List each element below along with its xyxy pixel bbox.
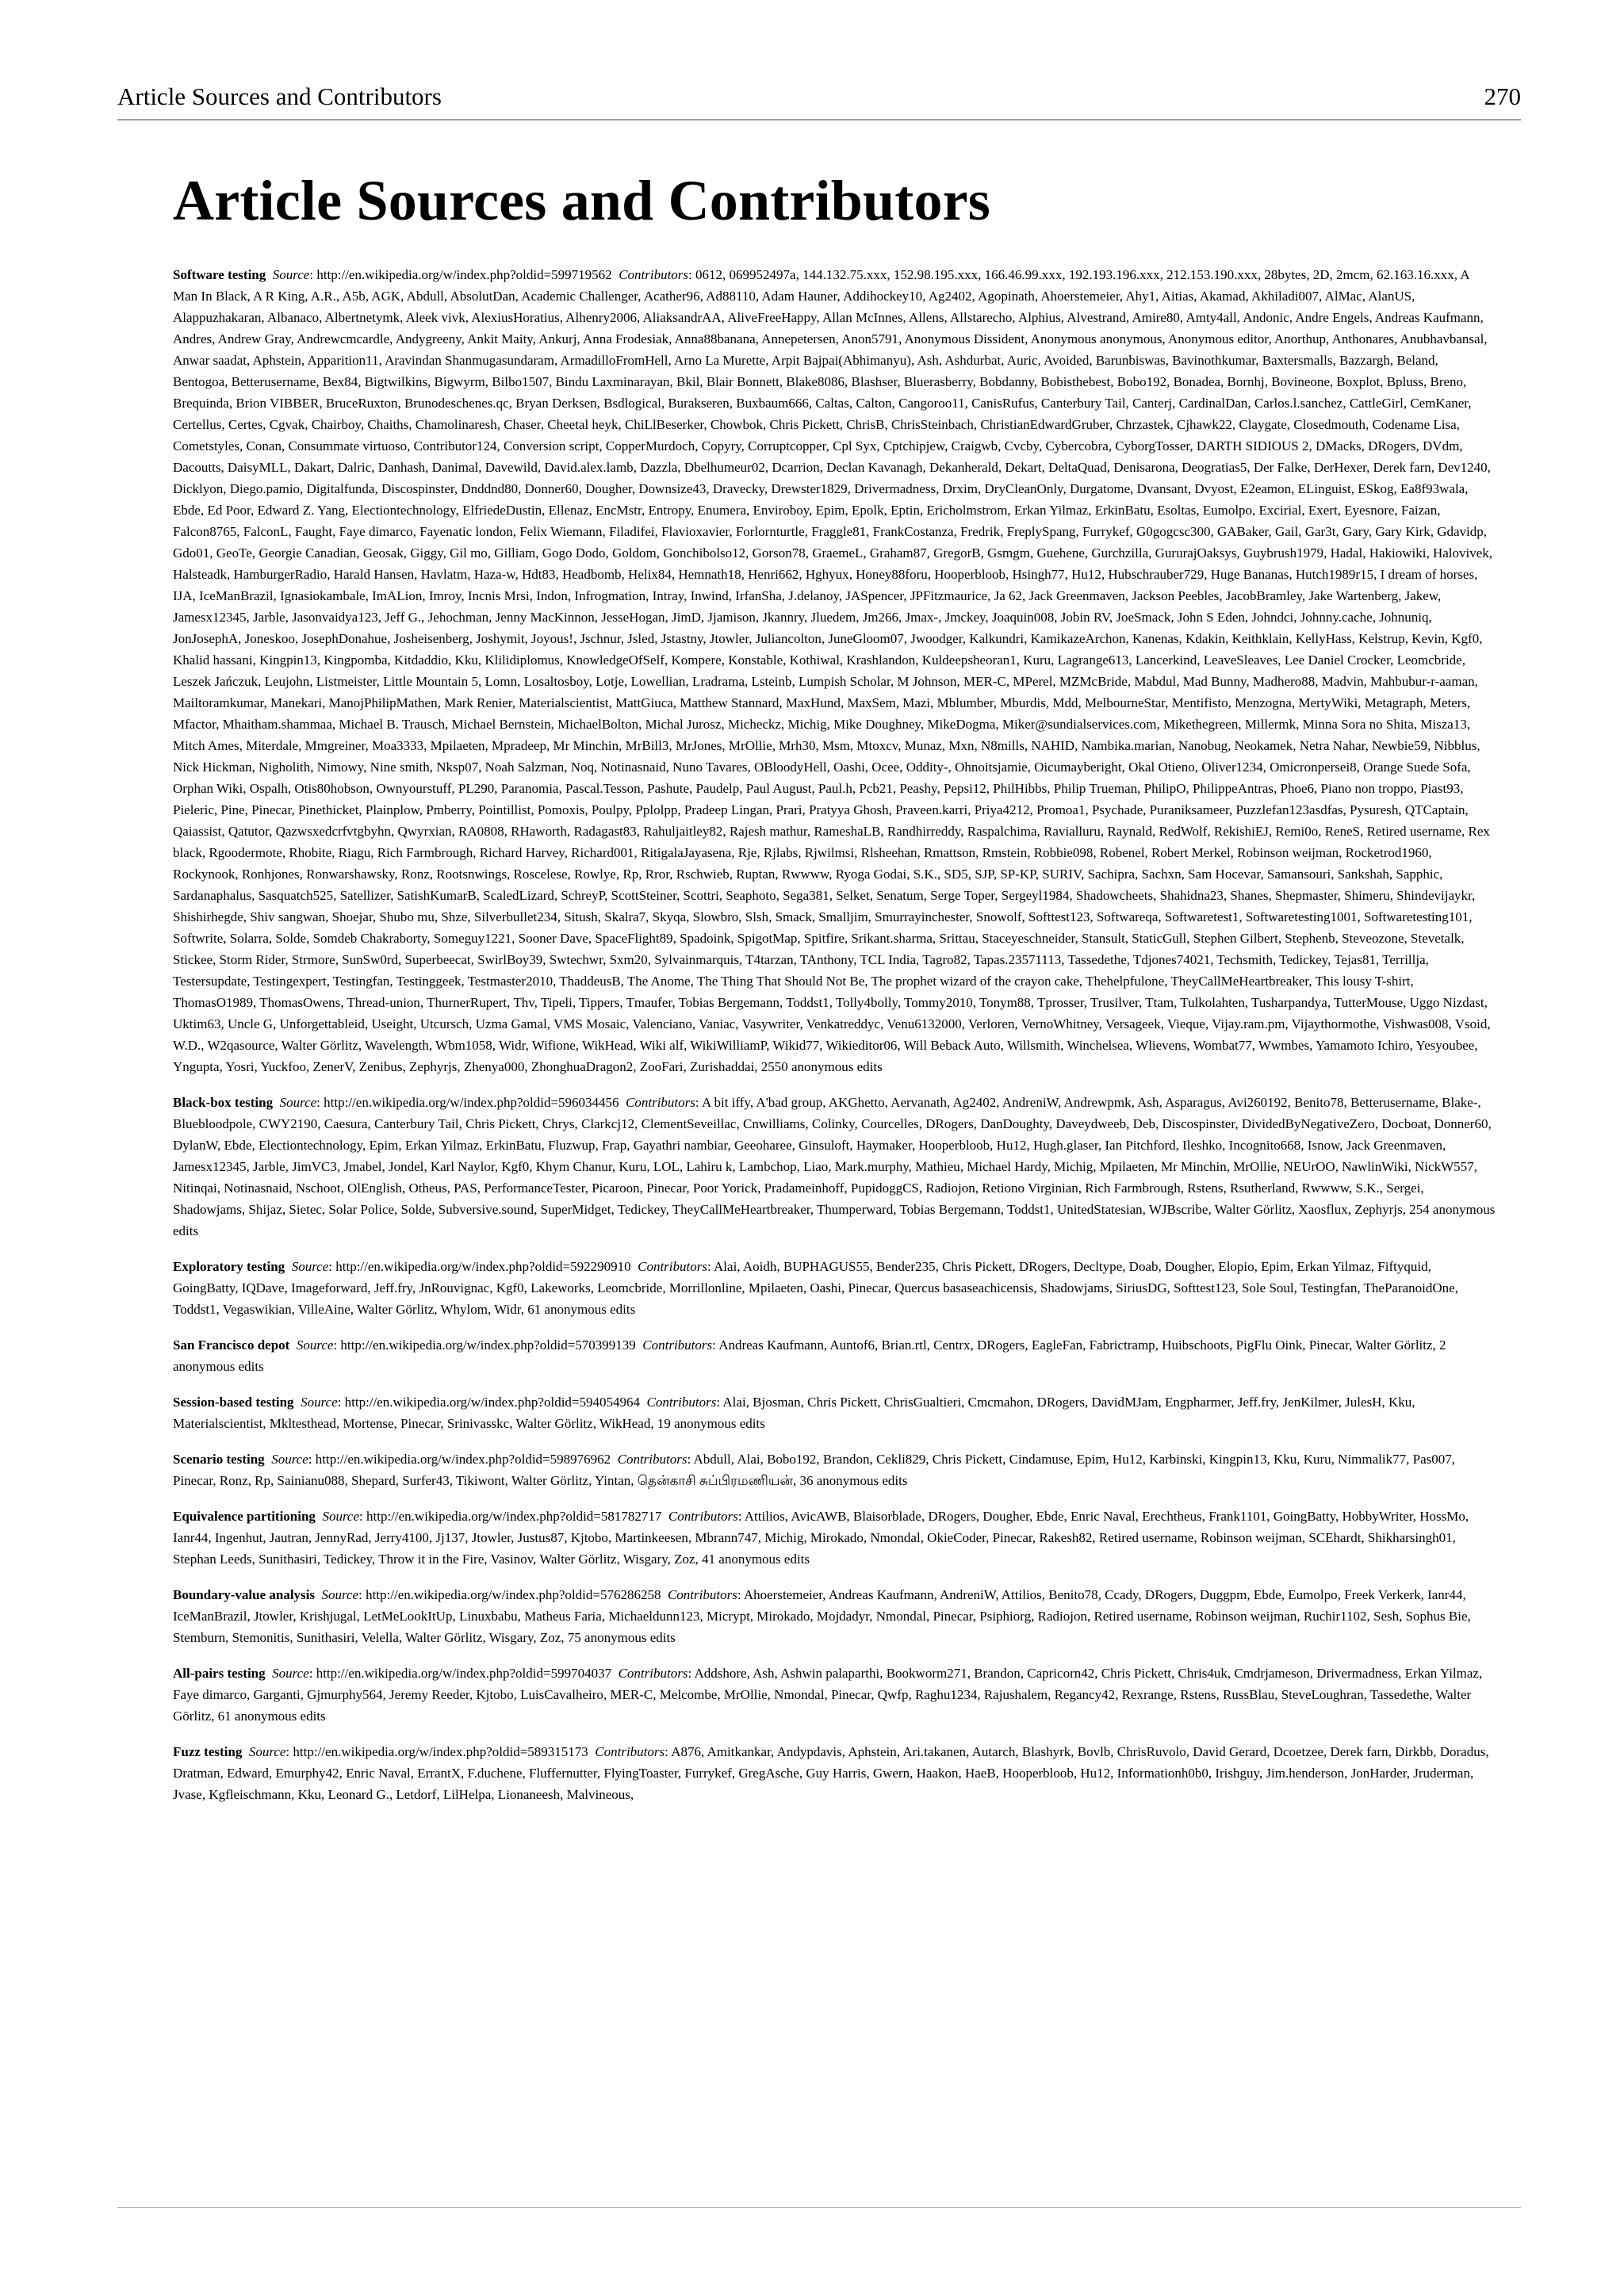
- contributors-list: Alai, Bjosman, Chris Pickett, ChrisGualtieri, Cmcmahon, DRogers, DavidMJam, Engpharmer, Jeff.fry, JenKilmer, JulesH, Kku, Materialscientist, Mkltesthead, Mortense, Pinecar, Srinivasskc, Walter Görlitz, WikHead, 19 anonymous edits: [173, 1395, 1415, 1431]
- entry-title: San Francisco depot: [173, 1337, 290, 1353]
- source-url[interactable]: http://en.wikipedia.org/w/index.php?oldid=599704037: [316, 1666, 612, 1681]
- contributors-label: Contributors: [642, 1337, 713, 1353]
- article-entry: All-pairs testing Source: http://en.wikipedia.org/w/index.php?oldid=599704037 Contributors: Addshore, Ash, Ashwin palaparthi, Bookworm271, Brandon, Capricorn42, Chris Pickett, Chris4uk, Cmdrjameson, Drivermadness, Erkan Yilmaz, Faye dimarco, Garganti, Gjmurphy564, Jeremy Reeder, Kjtobo, LuisCavalheiro, MER-C, Melcombe, MrOllie, Nmondal, Pinecar, Qwfp, Raghu1234, Rajushalem, Regancy42, Rexrange, Rstens, RussBlau, SteveLoughran, Tassedethe, Walter Görlitz, 61 anonymous edits: [173, 1666, 1483, 1724]
- article-entry: Scenario testing Source: http://en.wikipedia.org/w/index.php?oldid=598976962 Contributors: Abdull, Alai, Bobo192, Brandon, Cekli829, Chris Pickett, Cindamuse, Epim, Hu12, Karbinski, Kingpin13, Kku, Kuru, Nimmalik77, Pas007, Pinecar, Ronz, Rp, Sainianu088, Shepard, Surfer43, Tikiwont, Walter Görlitz, Yintan, தென்காசி சுப்பிரமணியன், 36 anonymous edits: [173, 1452, 1455, 1488]
- contributors-list: A bit iffy, A'bad group, AKGhetto, Aervanath, Ag2402, AndreniW, Andrewpmk, Ash, Asparagus, Avi260192, Benito78, Betterusername, Blake-, Bluebloodpole, CWY2190, Caesura, Canterbury Tail, Chris Pickett, Chrys, Clarkcj12, ClementSeveillac, Cnwilliams, Colinky, Courcelles, DRogers, DanDoughty, Daveydweeb, Deb, Discospinster, DividedByNegativeZero, Docboat, Donner60, DylanW, Ebde, Electiontechnology, Epim, Erkan Yilmaz, ErkinBatu, Fluzwup, Frap, Gayathri nambiar, Geeoharee, Ginsuloft, Haymaker, Hooperbloob, Hu12, Hugh.glaser, Ian Pitchford, Ileshko, Incognito668, Isnow, Jack Greenmaven, Jamesx12345, Jarble, JimVC3, Jmabel, Jondel, Karl Naylor, Kgf0, Khym Chanur, Kuru, LOL, Lahiru k, Lambchop, Liao, Mark.murphy, Mathieu, Michael Hardy, Michig, Mpilaeten, Mr Minchin, MrOllie, NEUrOO, NawlinWiki, NickW557, Nitinqai, Notinasnaid, Nschoot, OlEnglish, Otheus, PAS, PerformanceTester, Picaroon, Pinecar, Poor Yorick, Pradameinhoff, PupidoggCS, Radiojon, Retiono Virginian, Rich Farmbrough, Rstens, Rsutherland, Rwwww, S.K., Sergei, Shadowjams, Shijaz, Sietec, Solar Police, Solde, Subversive.sound, SuperMidget, Tedickey, TheyCallMeHeartbreaker, Thumperward, Tobias Bergemann, Toddst1, UnitedStatesian, WJBscribe, Walter Görlitz, Xaosflux, Zephyrjs, 254 anonymous edits: [173, 1095, 1496, 1238]
- article-entry: Software testing Source: http://en.wikipedia.org/w/index.php?oldid=599719562 Contributors: 0612, 069952497a, 144.132.75.xxx, 152.98.195.xxx, 166.46.99.xxx, 192.193.196.xxx, 212.153.190.xxx, 28bytes, 2D, 2mcm, 62.163.16.xxx, A Man In Black, A R King, A.R., A5b, AGK, Abdull, AbsolutDan, Academic Challenger, Acather96, Ad88110, Adam Hauner, Addihockey10, Ag2402, Agopinath, Ahoerstemeier, Ahy1, Aitias, Akamad, Akhiladi007, AlMac, AlanUS, Alappuzhakaran, Albanaco, Albertnetymk, Aleek vivk, AlexiusHoratius, Alhenry2006, AliaksandrAA, AliveFreeHappy, Allan McInnes, Allens, Allstarecho, Alphius, Alvestrand, Amire80, Amty4all, Andonic, Andre Engels, Andreas Kaufmann, Andres, Andrew Gray, Andrewcmcardle, Andygreeny, Ankit Maity, Ankurj, Anna Frodesiak, Anna88banana, Annepetersen, Anon5791, Anonymous Dissident, Anonymous anonymous, Anonymous editor, Anorthup, Anthonares, Anubhavbansal, Anwar saadat, Aphstein, Apparition11, Aravindan Shanmugasundaram, ArmadilloFromHell, Arno La Murette, Arpit Bajpai(Abhimanyu), Ash, Ashdurbat, Auric, Avoided, Barunbiswas, Bavinothkumar, Baxtersmalls, Bazzargh, Beland, Bentogoa, Betterusername, Bex84, Bigtwilkins, Bigwyrm, Bilbo1507, Bindu Laxminarayan, Bkil, Blair Bonnett, Blake8086, Blashser, Bluerasberry, Bobdanny, Bobisthebest, Bobo192, Bonadea, Bornhj, Bovineone, Boxplot, Bpluss, Breno, Brequinda, Brion VIBBER, BruceRuxton, Brunodeschenes.qc, Bryan Derksen, Bsdlogical, Burakseren, Buxbaum666, Caltas, Calton, Cangoroo11, CanisRufus, Canterbury Tail, Canterj, CardinalDan, Carlos.l.sanchez, CattleGirl, CemKaner, Certellus, Certes, Cgvak, Chairboy, Chaiths, Chamolinaresh, Chaser, Cheetal heyk, ChiLlBeserker, Chowbok, Chris Pickett, ChrisB, ChrisSteinbach, ChristianEdwardGruber, Chrzastek, Cjhawk22, Claygate, Closedmouth, Codename Lisa, Cometstyles, Conan, Consummate virtuoso, Contributor124, Conversion script, CopperMurdoch, Copyry, Corruptcopper, Cpl Syx, Cptchipjew, Craigwb, Cvcby, Cybercobra, CyborgTosser, DARTH SIDIOUS 2, DMacks, DRogers, DVdm, Dacoutts, DaisyMLL, Dakart, Dalric, Danhash, Danimal, Davewild, David.alex.lamb, Dazzla, Dbelhumeur02, Dcarrion, Declan Kavanagh, Dekanherald, Dekart, DeltaQuad, Denisarona, Deogratias5, Der Falke, DerHexer, Derek farn, Dev1240, Dicklyon, Diego.pamio, Digitalfunda, Discospinster, Dnddnd80, Donner60, Dougher, Downsize43, Dravecky, Drewster1829, Drivermadness, Drxim, DryCleanOnly, Durgatome, Dvansant, Dvyost, E2eamon, ELinguist, ESkog, Ea8f93wala, Ebde, Ed Poor, Edward Z. Yang, Electiontechnology, ElfriedeDustin, Ellenaz, EncMstr, Entropy, Enumera, Enviroboy, Epim, Epolk, Eptin, Ericholmstrom, Erkan Yilmaz, ErkinBatu, Esoltas, Eumolpo, Excirial, Exert, Eyesnore, Faizan, Falcon8765, FalconL, Faught, Faye dimarco, Fayenatic london, Felix Wiemann, Filadifei, Flavioxavier, Forlornturtle, Fraggle81, FrankCostanza, Fredrik, FreplySpang, Furrykef, G0gogcsc300, GABaker, Gail, Gar3t, Gary, Gary Kirk, Gdavidp, Gdo01, GeoTe, Georgie Canadian, Geosak, Giggy, Gil mo, Gilliam, Gogo Dodo, Goldom, Gonchibolso12, Gorson78, GraemeL, Graham87, GregorB, Gsmgm, Guehene, Gurchzilla, GururajOaksys, Guybrush1979, Hadal, Hakiowiki, Halovivek, Halsteadk, HamburgerRadio, Harald Hansen, Havlatm, Haza-w, Hdt83, Headbomb, Helix84, Hemnath18, Henri662, Hghyux, Honey88foru, Hooperbloob, Hsingh77, Hu12, Hubschrauber729, Huge Bananas, Hutch1989r15, I dream of horses, IJA, IceManBrazil, Ignasiokambale, ImALion, Imroy, Incnis Mrsi, Indon, Infrogmation, Intray, Inwind, IrfanSha, J.delanoy, JASpencer, JPFitzmaurice, Ja 62, Jack Greenmaven, Jackson Peebles, JacobBramley, Jake Wartenberg, Jakew, Jamesx12345, Jarble, Jasonvaidya123, Jeff G., Jehochman, Jenny MacKinnon, JesseHogan, JimD, Jjamison, Jkannry, Jluedem, Jm266, Jmax-, Jmckey, Joaquin008, Jobin RV, JoeSmack, John S Eden, Johndci, Johnny.cache, Johnuniq, JonJosephA, Joneskoo, JosephDonahue, Josheisenberg, Joshymit, Joyous!, Jschnur, Jsled, Jstastny, Jtowler, Juliancolton, JuneGloom07, Jwoodger, Kalkundri, KamikazeArchon, Kanenas, Kdakin, Keithklain, KellyHass, Kelstrup, Kevin, Kgf0, Khalid hassani, Kingpin13, Kingpomba, Kitdaddio, Kku, Klilidiplomus, KnowledgeOfSelf, Kompere, Konstable, Kothiwal, Krashlandon, Kuldeepsheoran1, Kuru, Lagrange613, Lancerkind, LeaveSleaves, Lee Daniel Crocker, Leomcbride, Leszek Jańczuk, Leujohn, Listmeister, Little Mountain 5, Lomn, Losaltosboy, Lotje, Lowellian, Lradrama, Lsteinb, Lumpish Scholar, M Johnson, MER-C, MPerel, MZMcBride, Mabdul, Mad Bunny, Madhero88, Madvin, Mahbubur-r-aaman, Mailtoramkumar, Manekari, ManojPhilipMathen, Mark Renier, Materialscientist, MattGiuca, Matthew Stannard, MaxHund, MaxSem, Mazi, Mblumber, Mburdis, Mdd, MelbourneStar, Mentifisto, Menzogna, MertyWiki, Metagraph, Meters, Mfactor, Mhaitham.shammaa, Michael B. Trausch, Michael Bernstein, MichaelBolton, Michal Jurosz, Micheckz, Michig, Mike Doughney, MikeDogma, Miker@sundialservices.com, Mikethegreen, Millermk, Minna Sora no Shita, Misza13, Mitch Ames, Miterdale, Mmgreiner, Moa3333, Mpilaeten, Mpradeep, Mr Minchin, MrBill3, MrJones, MrOllie, Mrh30, Msm, Mtoxcv, Munaz, Mxn, N8mills, NAHID, Nambika.marian, Nanobug, Neokamek, Netra Nahar, Newbie59, Nibblus, Nick Hickman, Nigholith, Nimowy, Nine smith, Nksp07, Noah Salzman, Noq, Notinasnaid, Nuno Tavares, OBloodyHell, Oashi, Ocee, Oddity-, Ohnoitsjamie, Oicumayberight, Okal Otieno, Oliver1234, Omicronpersei8, Orange Suede Sofa, Orphan Wiki, Ospalh, Otis80hobson, Ownyourstuff, PL290, Paranomia, Pascal.Tesson, Pashute, Paudelp, Paul August, Paul.h, Pcb21, Peashy, Pepsi12, PhilHibbs, Philip Trueman, PhilipO, PhilippeAntras, Phoe6, Piano non troppo, Piast93, Pieleric, Pine, Pinecar, Pinethicket, Plainplow, Pmberry, Pointillist, Pomoxis, Poulpy, Pplolpp, Pradeep Lingan, Prari, Pratyya Ghosh, Praveen.karri, Priya4212, Promoa1, Psychade, Puraniksameer, Puzzlefan123asdfas, Pysuresh, QTCaptain, Qaiassist, Qatutor, Qazwsxedcrfvtgbyhn, Qwyrxian, RA0808, RHaworth, Radagast83, Rahuljaitley82, Rajesh mathur, RameshaLB, Randhirreddy, Raspalchima, Ravialluru, Raynald, RedWolf, RekishiEJ, Remi0o, ReneS, Retired username, Rex black, Rgoodermote, Rhobite, Riagu, Rich Farmbrough, Richard Harvey, Richard001, RitigalaJayasena, Rje, Rjlabs, Rjwilmsi, Rlsheehan, Rmattson, Rmstein, Robbie098, Robenel, Robert Merkel, Robinson weijman, Rocketrod1960, Rockynook, Ronhjones, Ronwarshawsky, Ronz, Rootsnwings, Roscelese, Rowlye, Rp, Rror, Rschwieb, Ruptan, Rwwww, Ryoga Godai, S.K., SD5, SJP, SP-KP, SURIV, Sachipra, Sachxn, Sam Hocevar, Samansouri, Sankshah, Sapphic, Sardanaphalus, Sasquatch525, Satellizer, SatishKumarB, ScaledLizard, SchreyP, ScottSteiner, Scottri, Seaphoto, Sega381, Selket, Senatum, Serge Toper, Sergeyl1984, Shadowcheets, Shahidna23, Shanes, Shepmaster, Shimeru, Shindevijaykr, Shishirhegde, Shiv sangwan, Shoejar, Shubo mu, Shze, Silverbullet234, Sitush, Skalra7, Skyqa, Slowbro, Slsh, Smack, Smalljim, Smurrayinchester, Snowolf, Softtest123, Softwareqa, Softwaretest1, Softwaretesting1001, Softwaretesting101, Softwrite, Solarra, Solde, Somdeb Chakraborty, Someguy1221, Sooner Dave, SpaceFlight89, Spadoink, SpigotMap, Spitfire, Srikant.sharma, Srittau, Staceyeschneider, Stansult, StaticGull, Stephen Gilbert, Stephenb, Steveozone, Stevetalk, Stickee, Storm Rider, Strmore, SunSw0rd, Superbeecat, SwirlBoy39, Swtechwr, Sxm20, Sylvainmarquis, T4tarzan, TAnthony, TCL India, Tagro82, Tapas.23571113, Tassedethe, Tdjones74021, Techsmith, Tedickey, Tejas81, Terrillja, Testersupdate, Testingexpert, Testingfan, Testinggeek, Testmaster2010, ThaddeusB, The Anome, The Thing That Should Not Be, The prophet wizard of the crayon cake, Thehelpfulone, TheyCallMeHeartbreaker, This lousy T-shirt, ThomasO1989, ThomasOwens, Thread-union, ThurnerRupert, Thv, Tipeli, Tippers, Tmaufer, Tobias Bergemann, Toddst1, Tolly4bolly, Tommy2010, Tonym88, Tprosser, Trusilver, Ttam, Tulkolahten, Tusharpandya, TutterMouse, Uggo Nizdast, Uktim63, Uncle G, Unforgettableid, Useight, Utcursch, Uzma Gamal, VMS Mosaic, Valenciano, Vaniac, Vasywriter, Venkatreddyc, Venu6132000, Verloren, VernoWhitney, Versageek, Vieque, Vijay.ram.pm, Vijaythormothe, Vishwas008, Vsoid, W.D., W2qasource, Walter Görlitz, Wavelength, Wbm1058, Widr, Wifione, WikHead, Wiki alf, WikiWilliamP, Wikid77, Wikieditor06, Will Beback Auto, Willsmith, Winchelsea, Wlievens, Wombat77, Wwmbes, Yamamoto Ichiro, Yesyoubee, Yngupta, Yosri, Yuckfoo, ZenerV, Zenibus, Zephyrjs, Zhenya000, ZhonghuaDragon2, ZooFari, Zurishaddai, 2550 anonymous edits: [173, 267, 1493, 1074]
- footer-rule: [117, 2207, 1521, 2208]
- contributors-list: Addshore, Ash, Ashwin palaparthi, Bookworm271, Brandon, Capricorn42, Chris Pickett, Chris4uk, Cmdrjameson, Drivermadness, Erkan Yilmaz, Faye dimarco, Garganti, Gjmurphy564, Jeremy Reeder, Kjtobo, LuisCavalheiro, MER-C, Melcombe, MrOllie, Nmondal, Pinecar, Qwfp, Raghu1234, Rajushalem, Regancy42, Rexrange, Rstens, RussBlau, SteveLoughran, Tassedethe, Walter Görlitz, 61 anonymous edits: [173, 1666, 1483, 1724]
- contributors-label: Contributors: [638, 1259, 707, 1274]
- source-url[interactable]: http://en.wikipedia.org/w/index.php?oldid=594054964: [344, 1395, 640, 1410]
- contributors-list: 0612, 069952497a, 144.132.75.xxx, 152.98.195.xxx, 166.46.99.xxx, 192.193.196.xxx, 212.153.190.xxx, 28bytes, 2D, 2mcm, 62.163.16.xxx, A Man In Black, A R King, A.R., A5b, AGK, Abdull, AbsolutDan, Academic Challenger, Acather96, Ad88110, Adam Hauner, Addihockey10, Ag2402, Agopinath, Ahoerstemeier, Ahy1, Aitias, Akamad, Akhiladi007, AlMac, AlanUS, Alappuzhakaran, Albanaco, Albertnetymk, Aleek vivk, AlexiusHoratius, Alhenry2006, AliaksandrAA, AliveFreeHappy, Allan McInnes, Allens, Allstarecho, Alphius, Alvestrand, Amire80, Amty4all, Andonic, Andre Engels, Andreas Kaufmann, Andres, Andrew Gray, Andrewcmcardle, Andygreeny, Ankit Maity, Ankurj, Anna Frodesiak, Anna88banana, Annepetersen, Anon5791, Anonymous Dissident, Anonymous anonymous, Anonymous editor, Anorthup, Anthonares, Anubhavbansal, Anwar saadat, Aphstein, Apparition11, Aravindan Shanmugasundaram, ArmadilloFromHell, Arno La Murette, Arpit Bajpai(Abhimanyu), Ash, Ashdurbat, Auric, Avoided, Barunbiswas, Bavinothkumar, Baxtersmalls, Bazzargh, Beland, Bentogoa, Betterusername, Bex84, Bigtwilkins, Bigwyrm, Bilbo1507, Bindu Laxminarayan, Bkil, Blair Bonnett, Blake8086, Blashser, Bluerasberry, Bobdanny, Bobisthebest, Bobo192, Bonadea, Bornhj, Bovineone, Boxplot, Bpluss, Breno, Brequinda, Brion VIBBER, BruceRuxton, Brunodeschenes.qc, Bryan Derksen, Bsdlogical, Burakseren, Buxbaum666, Caltas, Calton, Cangoroo11, CanisRufus, Canterbury Tail, Canterj, CardinalDan, Carlos.l.sanchez, CattleGirl, CemKaner, Certellus, Certes, Cgvak, Chairboy, Chaiths, Chamolinaresh, Chaser, Cheetal heyk, ChiLlBeserker, Chowbok, Chris Pickett, ChrisB, ChrisSteinbach, ChristianEdwardGruber, Chrzastek, Cjhawk22, Claygate, Closedmouth, Codename Lisa, Cometstyles, Conan, Consummate virtuoso, Contributor124, Conversion script, CopperMurdoch, Copyry, Corruptcopper, Cpl Syx, Cptchipjew, Craigwb, Cvcby, Cybercobra, CyborgTosser, DARTH SIDIOUS 2, DMacks, DRogers, DVdm, Dacoutts, DaisyMLL, Dakart, Dalric, Danhash, Danimal, Davewild, David.alex.lamb, Dazzla, Dbelhumeur02, Dcarrion, Declan Kavanagh, Dekanherald, Dekart, DeltaQuad, Denisarona, Deogratias5, Der Falke, DerHexer, Derek farn, Dev1240, Dicklyon, Diego.pamio, Digitalfunda, Discospinster, Dnddnd80, Donner60, Dougher, Downsize43, Dravecky, Drewster1829, Drivermadness, Drxim, DryCleanOnly, Durgatome, Dvansant, Dvyost, E2eamon, ELinguist, ESkog, Ea8f93wala, Ebde, Ed Poor, Edward Z. Yang, Electiontechnology, ElfriedeDustin, Ellenaz, EncMstr, Entropy, Enumera, Enviroboy, Epim, Epolk, Eptin, Ericholmstrom, Erkan Yilmaz, ErkinBatu, Esoltas, Eumolpo, Excirial, Exert, Eyesnore, Faizan, Falcon8765, FalconL, Faught, Faye dimarco, Fayenatic london, Felix Wiemann, Filadifei, Flavioxavier, Forlornturtle, Fraggle81, FrankCostanza, Fredrik, FreplySpang, Furrykef, G0gogcsc300, GABaker, Gail, Gar3t, Gary, Gary Kirk, Gdavidp, Gdo01, GeoTe, Georgie Canadian, Geosak, Giggy, Gil mo, Gilliam, Gogo Dodo, Goldom, Gonchibolso12, Gorson78, GraemeL, Graham87, GregorB, Gsmgm, Guehene, Gurchzilla, GururajOaksys, Guybrush1979, Hadal, Hakiowiki, Halovivek, Halsteadk, HamburgerRadio, Harald Hansen, Havlatm, Haza-w, Hdt83, Headbomb, Helix84, Hemnath18, Henri662, Hghyux, Honey88foru, Hooperbloob, Hsingh77, Hu12, Hubschrauber729, Huge Bananas, Hutch1989r15, I dream of horses, IJA, IceManBrazil, Ignasiokambale, ImALion, Imroy, Incnis Mrsi, Indon, Infrogmation, Intray, Inwind, IrfanSha, J.delanoy, JASpencer, JPFitzmaurice, Ja 62, Jack Greenmaven, Jackson Peebles, JacobBramley, Jake Wartenberg, Jakew, Jamesx12345, Jarble, Jasonvaidya123, Jeff G., Jehochman, Jenny MacKinnon, JesseHogan, JimD, Jjamison, Jkannry, Jluedem, Jm266, Jmax-, Jmckey, Joaquin008, Jobin RV, JoeSmack, John S Eden, Johndci, Johnny.cache, Johnuniq, JonJosephA, Joneskoo, JosephDonahue, Josheisenberg, Joshymit, Joyous!, Jschnur, Jsled, Jstastny, Jtowler, Juliancolton, JuneGloom07, Jwoodger, Kalkundri, KamikazeArchon, Kanenas, Kdakin, Keithklain, KellyHass, Kelstrup, Kevin, Kgf0, Khalid hassani, Kingpin13, Kingpomba, Kitdaddio, Kku, Klilidiplomus, KnowledgeOfSelf, Kompere, Konstable, Kothiwal, Krashlandon, Kuldeepsheoran1, Kuru, Lagrange613, Lancerkind, LeaveSleaves, Lee Daniel Crocker, Leomcbride, Leszek Jańczuk, Leujohn, Listmeister, Little Mountain 5, Lomn, Losaltosboy, Lotje, Lowellian, Lradrama, Lsteinb, Lumpish Scholar, M Johnson, MER-C, MPerel, MZMcBride, Mabdul, Mad Bunny, Madhero88, Madvin, Mahbubur-r-aaman, Mailtoramkumar, Manekari, ManojPhilipMathen, Mark Renier, Materialscientist, MattGiuca, Matthew Stannard, MaxHund, MaxSem, Mazi, Mblumber, Mburdis, Mdd, MelbourneStar, Mentifisto, Menzogna, MertyWiki, Metagraph, Meters, Mfactor, Mhaitham.shammaa, Michael B. Trausch, Michael Bernstein, MichaelBolton, Michal Jurosz, Micheckz, Michig, Mike Doughney, MikeDogma, Miker@sundialservices.com, Mikethegreen, Millermk, Minna Sora no Shita, Misza13, Mitch Ames, Miterdale, Mmgreiner, Moa3333, Mpilaeten, Mpradeep, Mr Minchin, MrBill3, MrJones, MrOllie, Mrh30, Msm, Mtoxcv, Munaz, Mxn, N8mills, NAHID, Nambika.marian, Nanobug, Neokamek, Netra Nahar, Newbie59, Nibblus, Nick Hickman, Nigholith, Nimowy, Nine smith, Nksp07, Noah Salzman, Noq, Notinasnaid, Nuno Tavares, OBloodyHell, Oashi, Ocee, Oddity-, Ohnoitsjamie, Oicumayberight, Okal Otieno, Oliver1234, Omicronpersei8, Orange Suede Sofa, Orphan Wiki, Ospalh, Otis80hobson, Ownyourstuff, PL290, Paranomia, Pascal.Tesson, Pashute, Paudelp, Paul August, Paul.h, Pcb21, Peashy, Pepsi12, PhilHibbs, Philip Trueman, PhilipO, PhilippeAntras, Phoe6, Piano non troppo, Piast93, Pieleric, Pine, Pinecar, Pinethicket, Plainplow, Pmberry, Pointillist, Pomoxis, Poulpy, Pplolpp, Pradeep Lingan, Prari, Pratyya Ghosh, Praveen.karri, Priya4212, Promoa1, Psychade, Puraniksameer, Puzzlefan123asdfas, Pysuresh, QTCaptain, Qaiassist, Qatutor, Qazwsxedcrfvtgbyhn, Qwyrxian, RA0808, RHaworth, Radagast83, Rahuljaitley82, Rajesh mathur, RameshaLB, Randhirreddy, Raspalchima, Ravialluru, Raynald, RedWolf, RekishiEJ, Remi0o, ReneS, Retired username, Rex black, Rgoodermote, Rhobite, Riagu, Rich Farmbrough, Richard Harvey, Richard001, RitigalaJayasena, Rje, Rjlabs, Rjwilmsi, Rlsheehan, Rmattson, Rmstein, Robbie098, Robenel, Robert Merkel, Robinson weijman, Rocketrod1960, Rockynook, Ronhjones, Ronwarshawsky, Ronz, Rootsnwings, Roscelese, Rowlye, Rp, Rror, Rschwieb, Ruptan, Rwwww, Ryoga Godai, S.K., SD5, SJP, SP-KP, SURIV, Sachipra, Sachxn, Sam Hocevar, Samansouri, Sankshah, Sapphic, Sardanaphalus, Sasquatch525, Satellizer, SatishKumarB, ScaledLizard, SchreyP, ScottSteiner, Scottri, Seaphoto, Sega381, Selket, Senatum, Serge Toper, Sergeyl1984, Shadowcheets, Shahidna23, Shanes, Shepmaster, Shimeru, Shindevijaykr, Shishirhegde, Shiv sangwan, Shoejar, Shubo mu, Shze, Silverbullet234, Sitush, Skalra7, Skyqa, Slowbro, Slsh, Smack, Smalljim, Smurrayinchester, Snowolf, Softtest123, Softwareqa, Softwaretest1, Softwaretesting1001, Softwaretesting101, Softwrite, Solarra, Solde, Somdeb Chakraborty, Someguy1221, Sooner Dave, SpaceFlight89, Spadoink, SpigotMap, Spitfire, Srikant.sharma, Srittau, Staceyeschneider, Stansult, StaticGull, Stephen Gilbert, Stephenb, Steveozone, Stevetalk, Stickee, Storm Rider, Strmore, SunSw0rd, Superbeecat, SwirlBoy39, Swtechwr, Sxm20, Sylvainmarquis, T4tarzan, TAnthony, TCL India, Tagro82, Tapas.23571113, Tassedethe, Tdjones74021, Techsmith, Tedickey, Tejas81, Terrillja, Testersupdate, Testingexpert, Testingfan, Testinggeek, Testmaster2010, ThaddeusB, The Anome, The Thing That Should Not Be, The prophet wizard of the crayon cake, Thehelpfulone, TheyCallMeHeartbreaker, This lousy T-shirt, ThomasO1989, ThomasOwens, Thread-union, ThurnerRupert, Thv, Tipeli, Tippers, Tmaufer, Tobias Bergemann, Toddst1, Tolly4bolly, Tommy2010, Tonym88, Tprosser, Trusilver, Ttam, Tulkolahten, Tusharpandya, TutterMouse, Uggo Nizdast, Uktim63, Uncle G, Unforgettableid, Useight, Utcursch, Uzma Gamal, VMS Mosaic, Valenciano, Vaniac, Vasywriter, Venkatreddyc, Venu6132000, Verloren, VernoWhitney, Versageek, Vieque, Vijay.ram.pm, Vijaythormothe, Vishwas008, Vsoid, W.D., W2qasource, Walter Görlitz, Wavelength, Wbm1058, Widr, Wifione, WikHead, Wiki alf, WikiWilliamP, Wikid77, Wikieditor06, Will Beback Auto, Willsmith, Winchelsea, Wlievens, Wombat77, Wwmbes, Yamamoto Ichiro, Yesyoubee, Yngupta, Yosri, Yuckfoo, ZenerV, Zenibus, Zephyrjs, Zhenya000, ZhonghuaDragon2, ZooFari, Zurishaddai, 2550 anonymous edits: [173, 267, 1493, 1074]
- source-label: Source: [272, 1666, 309, 1681]
- source-url[interactable]: http://en.wikipedia.org/w/index.php?oldid=589315173: [293, 1744, 588, 1759]
- source-label: Source: [272, 267, 310, 282]
- contributors-list: A876, Amitkankar, Andypdavis, Aphstein, Ari.takanen, Autarch, Blashyrk, Bovlb, ChrisRuvolo, David Gerard, Dcoetzee, Derek farn, Dirkbb, Doradus, Dratman, Edward, Emurphy42, Enric Naval, ErrantX, F.duchene, Fluffernutter, FlyingToaster, Furrykef, GregAsche, Guy Harris, Gwern, Haakon, HaeB, Hooperbloob, Hu12, Informationh0b0, Irishguy, Jim.henderson, JonHarder, Jruderman, Jvase, Kgfleischmann, Kku, Leonard G., Letdorf, LilHelpa, Lionaneesh, Malvineous,: [173, 1744, 1489, 1802]
- entry-title: Boundary-value analysis: [173, 1587, 316, 1602]
- contributors-list: Abdull, Alai, Bobo192, Brandon, Cekli829, Chris Pickett, Cindamuse, Epim, Hu12, Karbinski, Kingpin13, Kku, Kuru, Nimmalik77, Pas007, Pinecar, Ronz, Rp, Sainianu088, Shepard, Surfer43, Tikiwont, Walter Görlitz, Yintan, தென்காசி சுப்பிரமணியன், 36 anonymous edits: [173, 1452, 1455, 1488]
- source-url[interactable]: http://en.wikipedia.org/w/index.php?oldid=576286258: [366, 1587, 661, 1602]
- article-entry: Session-based testing Source: http://en.wikipedia.org/w/index.php?oldid=594054964 Contributors: Alai, Bjosman, Chris Pickett, ChrisGualtieri, Cmcmahon, DRogers, DavidMJam, Engpharmer, Jeff.fry, JenKilmer, JulesH, Kku, Materialscientist, Mkltesthead, Mortense, Pinecar, Srinivasskc, Walter Görlitz, WikHead, 19 anonymous edits: [173, 1395, 1415, 1431]
- article-entry: Equivalence partitioning Source: http://en.wikipedia.org/w/index.php?oldid=581782717 Contributors: Attilios, AvicAWB, Blaisorblade, DRogers, Dougher, Ebde, Enric Naval, Erechtheus, Frank1101, GoingBatty, HobbyWriter, HossMo, Ianr44, Ingenhut, Jautran, JennyRad, Jerry4100, Jj137, Jtowler, Justus87, Kjtobo, Martinkeesen, Mbrann747, Michig, Mirokado, Nmondal, OkieCoder, Pinecar, Rakesh82, Retired username, Robinson weijman, SCEhardt, Shikharsingh01, Stephan Leeds, Sunithasiri, Tedickey, Throw it in the Fire, Vasinov, Walter Görlitz, Wisgary, Zoz, 41 anonymous edits: [173, 1509, 1469, 1567]
- entry-title: Scenario testing: [173, 1452, 265, 1467]
- contributors-label: Contributors: [619, 267, 689, 282]
- contributors-label: Contributors: [626, 1095, 695, 1110]
- contributors-label: Contributors: [617, 1452, 688, 1467]
- page-number: 270: [1484, 82, 1521, 110]
- contributors-label: Contributors: [618, 1666, 688, 1681]
- contributors-label: Contributors: [646, 1395, 717, 1410]
- source-label: Source: [321, 1587, 359, 1602]
- entry-title: Equivalence partitioning: [173, 1509, 316, 1524]
- contributors-list: Alai, Aoidh, BUPHAGUS55, Bender235, Chris Pickett, DRogers, Decltype, Doab, Dougher, Elopio, Epim, Erkan Yilmaz, Fiftyquid, GoingBatty, IQDave, Imageforward, Jeff.fry, JnRouvignac, Kgf0, Lakeworks, Leomcbride, Morrillonline, Mpilaeten, Oashi, Pinecar, Quercus basaseachicensis, Shadowjams, SiriusDG, Softtest123, Sole Soul, Testingfan, TheParanoidOne, Toddst1, Vegaswikian, VilleAine, Walter Görlitz, Whylom, Widr, 61 anonymous edits: [173, 1259, 1458, 1317]
- source-url[interactable]: http://en.wikipedia.org/w/index.php?oldid=599719562: [316, 267, 612, 282]
- entry-title: All-pairs testing: [173, 1666, 266, 1681]
- page-title: Article Sources and Contributors: [173, 169, 991, 232]
- source-label: Source: [301, 1395, 338, 1410]
- entry-title: Fuzz testing: [173, 1744, 243, 1759]
- source-label: Source: [296, 1337, 334, 1353]
- entry-title: Exploratory testing: [173, 1259, 285, 1274]
- contributors-list: Andreas Kaufmann, Auntof6, Brian.rtl, Centrx, DRogers, EagleFan, Fabrictramp, Huibschoots, PigFlu Oink, Pinecar, Walter Görlitz, 2 anonymous edits: [173, 1337, 1446, 1374]
- source-label: Source: [271, 1452, 308, 1467]
- entry-title: Black-box testing: [173, 1095, 274, 1110]
- source-label: Source: [291, 1259, 329, 1274]
- article-entries: [173, 264, 1496, 1820]
- source-url[interactable]: http://en.wikipedia.org/w/index.php?oldid=592290910: [335, 1259, 631, 1274]
- source-label: Source: [248, 1744, 286, 1759]
- entry-title: Session-based testing: [173, 1395, 294, 1410]
- running-header: [117, 79, 1521, 121]
- source-url[interactable]: http://en.wikipedia.org/w/index.php?oldid=581782717: [366, 1509, 662, 1524]
- contributors-list: Ahoerstemeier, Andreas Kaufmann, AndreniW, Attilios, Benito78, Ccady, DRogers, Duggpm, Ebde, Eumolpo, Freek Verkerk, Ianr44, IceManBrazil, Jtowler, Krishjugal, LetMeLookItUp, Linuxbabu, Matheus Faria, Michaeldunn123, Micrypt, Mirokado, Mojdadyr, Nmondal, Pinecar, Psiphiorg, Radiojon, Retired username, Robinson weijman, Ruchir1102, Sesh, Sophus Bie, Stemburn, Stemonitis, Sunithasiri, Velella, Walter Görlitz, Wisgary, Zoz, 75 anonymous edits: [173, 1587, 1471, 1645]
- contributors-label: Contributors: [595, 1744, 665, 1759]
- source-label: Source: [322, 1509, 360, 1524]
- article-entry: Fuzz testing Source: http://en.wikipedia.org/w/index.php?oldid=589315173 Contributors: A876, Amitkankar, Andypdavis, Aphstein, Ari.takanen, Autarch, Blashyrk, Bovlb, ChrisRuvolo, David Gerard, Dcoetzee, Derek farn, Dirkbb, Doradus, Dratman, Edward, Emurphy42, Enric Naval, ErrantX, F.duchene, Fluffernutter, FlyingToaster, Furrykef, GregAsche, Guy Harris, Gwern, Haakon, HaeB, Hooperbloob, Hu12, Informationh0b0, Irishguy, Jim.henderson, JonHarder, Jruderman, Jvase, Kgfleischmann, Kku, Leonard G., Letdorf, LilHelpa, Lionaneesh, Malvineous,: [173, 1744, 1489, 1802]
- article-entry: San Francisco depot Source: http://en.wikipedia.org/w/index.php?oldid=570399139 Contributors: Andreas Kaufmann, Auntof6, Brian.rtl, Centrx, DRogers, EagleFan, Fabrictramp, Huibschoots, PigFlu Oink, Pinecar, Walter Görlitz, 2 anonymous edits: [173, 1337, 1446, 1374]
- article-entry: Exploratory testing Source: http://en.wikipedia.org/w/index.php?oldid=592290910 Contributors: Alai, Aoidh, BUPHAGUS55, Bender235, Chris Pickett, DRogers, Decltype, Doab, Dougher, Elopio, Epim, Erkan Yilmaz, Fiftyquid, GoingBatty, IQDave, Imageforward, Jeff.fry, JnRouvignac, Kgf0, Lakeworks, Leomcbride, Morrillonline, Mpilaeten, Oashi, Pinecar, Quercus basaseachicensis, Shadowjams, SiriusDG, Softtest123, Sole Soul, Testingfan, TheParanoidOne, Toddst1, Vegaswikian, VilleAine, Walter Görlitz, Whylom, Widr, 61 anonymous edits: [173, 1259, 1458, 1317]
- entry-title: Software testing: [173, 267, 266, 282]
- article-entry: Black-box testing Source: http://en.wikipedia.org/w/index.php?oldid=596034456 Contributors: A bit iffy, A'bad group, AKGhetto, Aervanath, Ag2402, AndreniW, Andrewpmk, Ash, Asparagus, Avi260192, Benito78, Betterusername, Blake-, Bluebloodpole, CWY2190, Caesura, Canterbury Tail, Chris Pickett, Chrys, Clarkcj12, ClementSeveillac, Cnwilliams, Colinky, Courcelles, DRogers, DanDoughty, Daveydweeb, Deb, Discospinster, DividedByNegativeZero, Docboat, Donner60, DylanW, Ebde, Electiontechnology, Epim, Erkan Yilmaz, ErkinBatu, Fluzwup, Frap, Gayathri nambiar, Geeoharee, Ginsuloft, Haymaker, Hooperbloob, Hu12, Hugh.glaser, Ian Pitchford, Ileshko, Incognito668, Isnow, Jack Greenmaven, Jamesx12345, Jarble, JimVC3, Jmabel, Jondel, Karl Naylor, Kgf0, Khym Chanur, Kuru, LOL, Lahiru k, Lambchop, Liao, Mark.murphy, Mathieu, Michael Hardy, Michig, Mpilaeten, Mr Minchin, MrOllie, NEUrOO, NawlinWiki, NickW557, Nitinqai, Notinasnaid, Nschoot, OlEnglish, Otheus, PAS, PerformanceTester, Picaroon, Pinecar, Poor Yorick, Pradameinhoff, PupidoggCS, Radiojon, Retiono Virginian, Rich Farmbrough, Rstens, Rsutherland, Rwwww, S.K., Sergei, Shadowjams, Shijaz, Sietec, Solar Police, Solde, Subversive.sound, SuperMidget, Tedickey, TheyCallMeHeartbreaker, Thumperward, Tobias Bergemann, Toddst1, UnitedStatesian, WJBscribe, Walter Görlitz, Xaosflux, Zephyrjs, 254 anonymous edits: [173, 1095, 1496, 1238]
- contributors-label: Contributors: [668, 1509, 738, 1524]
- source-url[interactable]: http://en.wikipedia.org/w/index.php?oldid=598976962: [315, 1452, 611, 1467]
- contributors-label: Contributors: [667, 1587, 737, 1602]
- article-entry: Boundary-value analysis Source: http://en.wikipedia.org/w/index.php?oldid=576286258 Contributors: Ahoerstemeier, Andreas Kaufmann, AndreniW, Attilios, Benito78, Ccady, DRogers, Duggpm, Ebde, Eumolpo, Freek Verkerk, Ianr44, IceManBrazil, Jtowler, Krishjugal, LetMeLookItUp, Linuxbabu, Matheus Faria, Michaeldunn123, Micrypt, Mirokado, Mojdadyr, Nmondal, Pinecar, Psiphiorg, Radiojon, Retired username, Robinson weijman, Ruchir1102, Sesh, Sophus Bie, Stemburn, Stemonitis, Sunithasiri, Velella, Walter Görlitz, Wisgary, Zoz, 75 anonymous edits: [173, 1587, 1471, 1645]
- source-url[interactable]: http://en.wikipedia.org/w/index.php?oldid=596034456: [324, 1095, 619, 1110]
- source-url[interactable]: http://en.wikipedia.org/w/index.php?oldid=570399139: [340, 1337, 636, 1353]
- contributors-list: Attilios, AvicAWB, Blaisorblade, DRogers, Dougher, Ebde, Enric Naval, Erechtheus, Frank1101, GoingBatty, HobbyWriter, HossMo, Ianr44, Ingenhut, Jautran, JennyRad, Jerry4100, Jj137, Jtowler, Justus87, Kjtobo, Martinkeesen, Mbrann747, Michig, Mirokado, Nmondal, OkieCoder, Pinecar, Rakesh82, Retired username, Robinson weijman, SCEhardt, Shikharsingh01, Stephan Leeds, Sunithasiri, Tedickey, Throw it in the Fire, Vasinov, Walter Görlitz, Wisgary, Zoz, 41 anonymous edits: [173, 1509, 1469, 1567]
- source-label: Source: [279, 1095, 317, 1110]
- header-title: Article Sources and Contributors: [117, 82, 442, 110]
